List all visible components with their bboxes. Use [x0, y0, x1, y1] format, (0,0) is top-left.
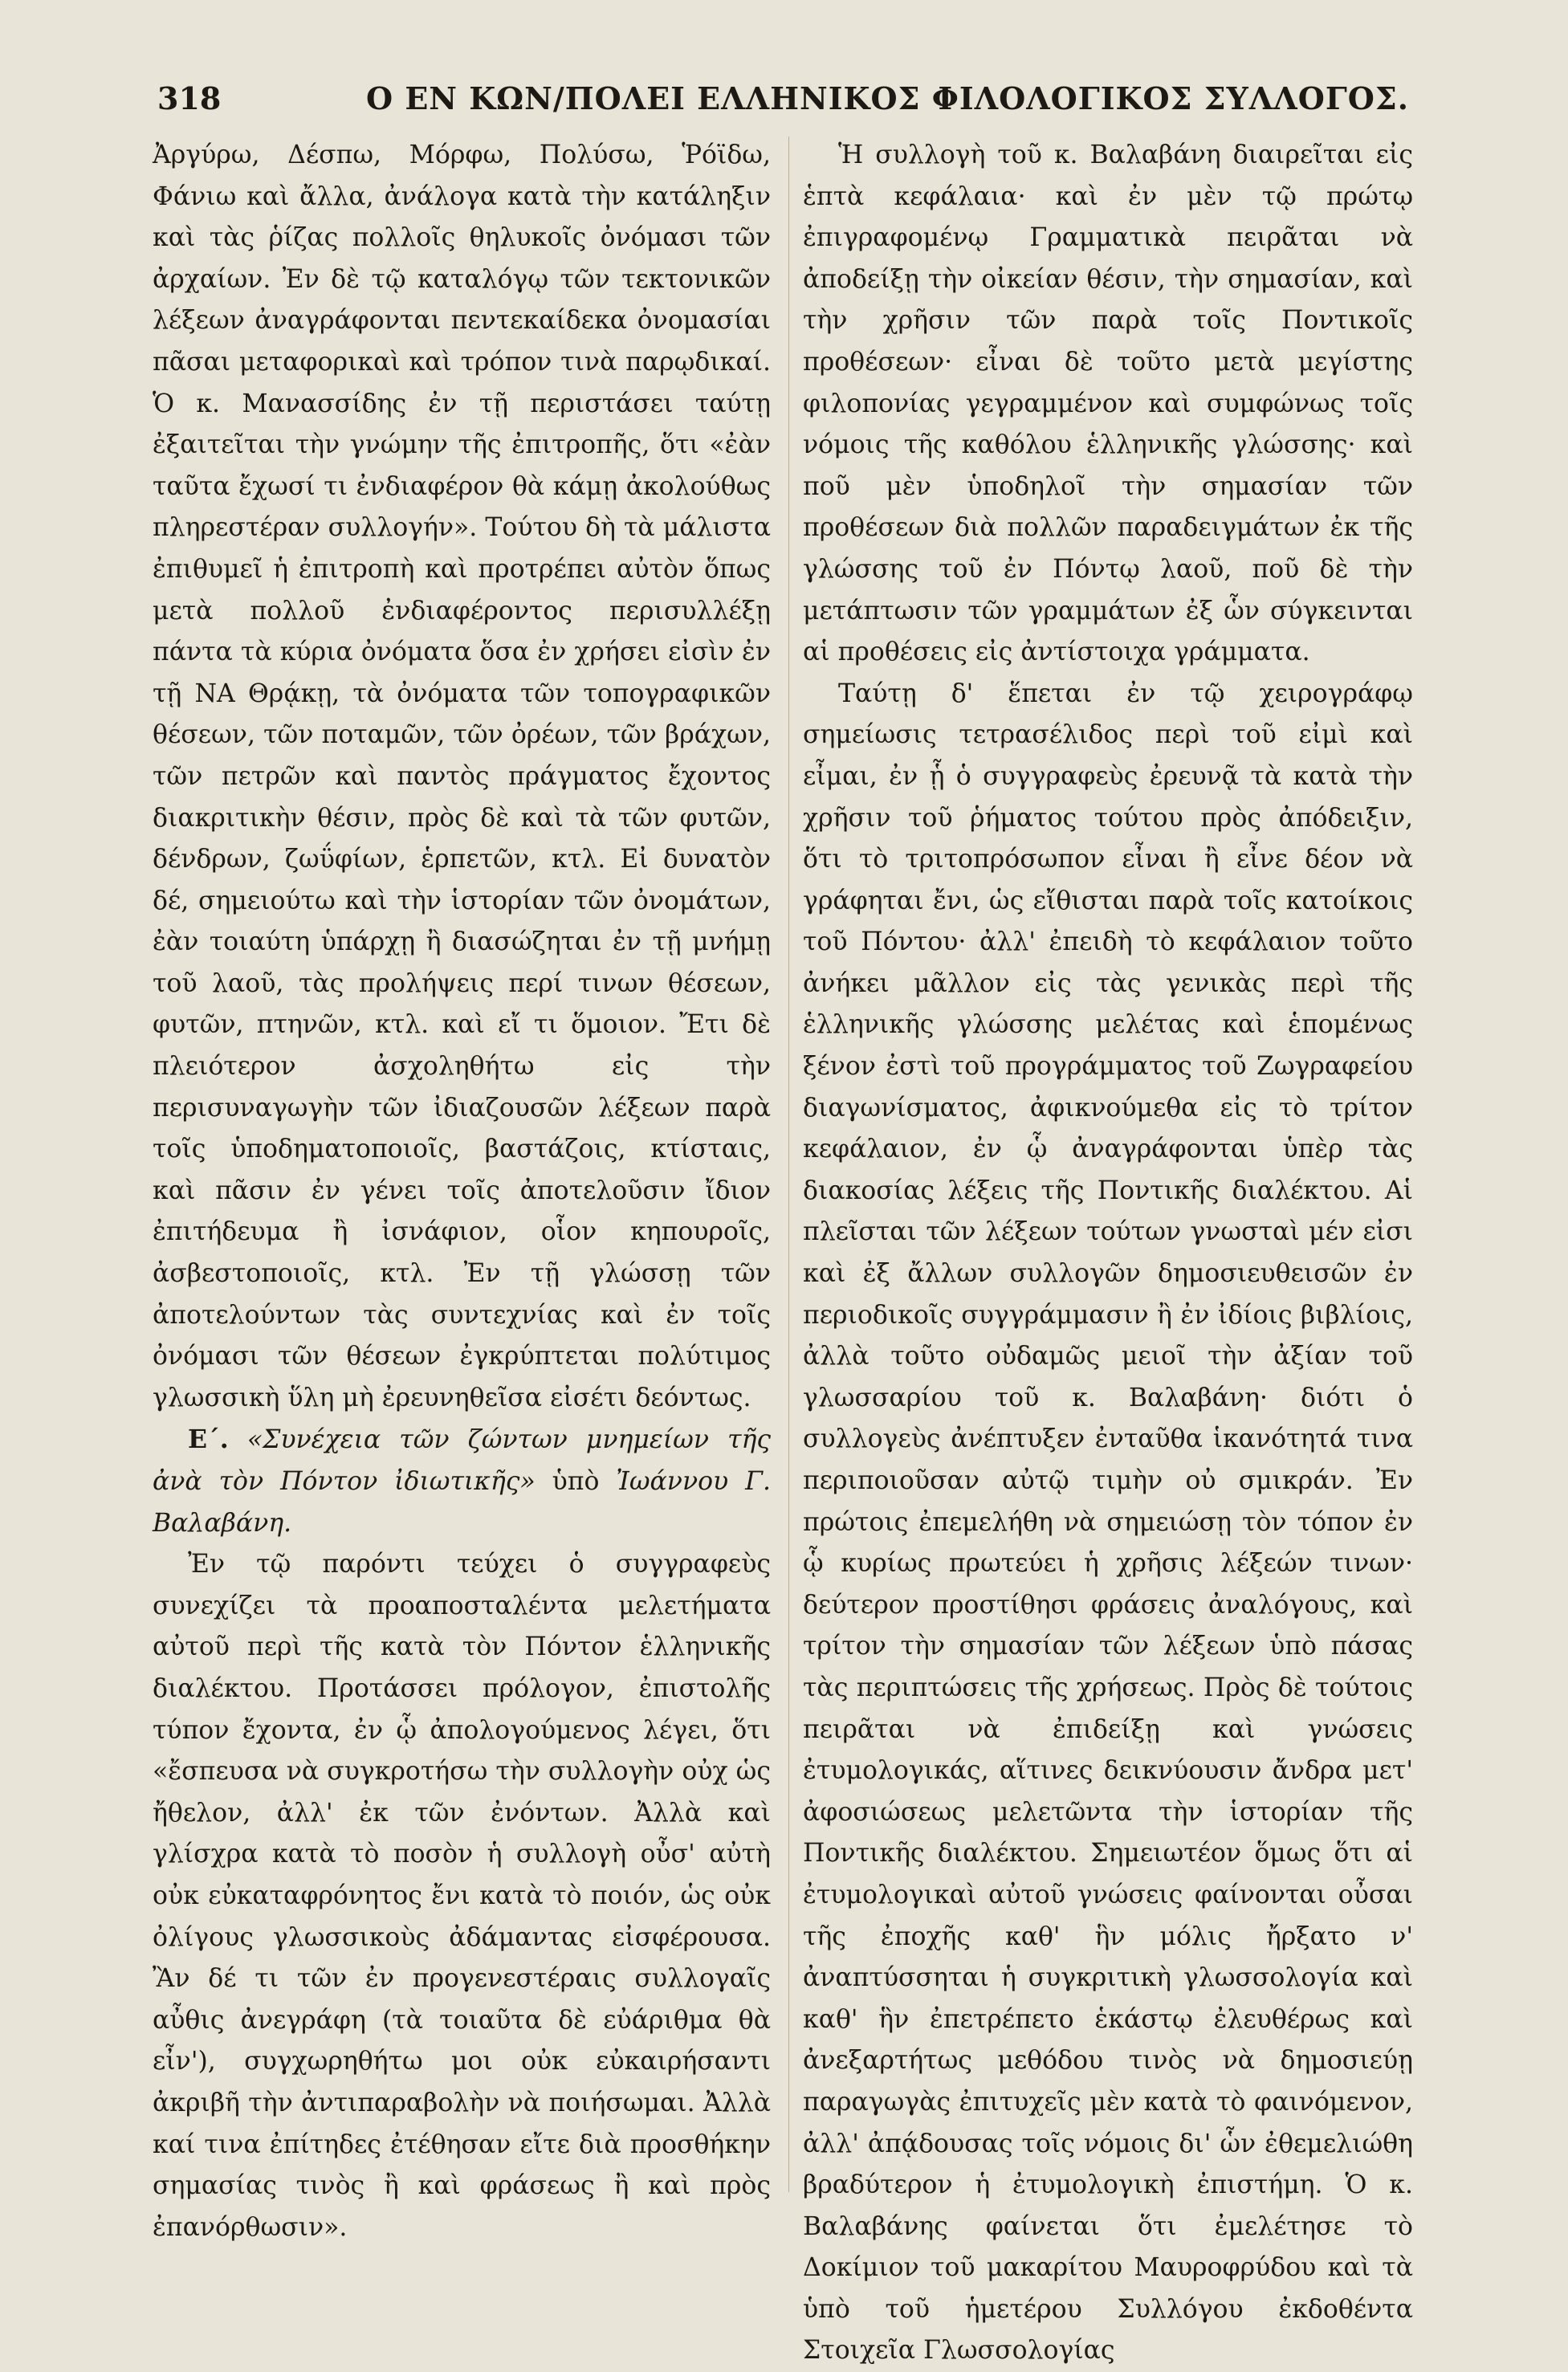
column-divider	[788, 137, 789, 2192]
left-paragraph-2: Ἐν τῷ παρόντι τεύχει ὁ συγγραφεὺς συνεχίζει τὰ προαποσταλέντα μελετήματα αὐτοῦ περὶ τῆς κατὰ τὸν Πόντον ἑλληνικῆς διαλέκτου. Προτάσσει πρόλογον, ἐπιστολῆς τύπον ἔχοντα, ἐν ᾧ ἀπολογούμενος λέγει, ὅτι «ἔσπευσα νὰ συγκροτήσω τὴν συλλογὴν οὐχ ὡς ἤθελον, ἀλλ' ἐκ τῶν ἐνόντων. Ἀλλὰ καὶ γλίσχρα κατὰ τὸ ποσὸν ἡ συλλογὴ οὖσ' αὐτὴ οὐκ εὐκαταφρόνητος ἔνι κατὰ τὸ ποιόν, ὡς οὐκ ὀλίγους γλωσσικοὺς ἀδάμαντας εἰσφέρουσα. Ἂν δέ τι τῶν ἐν προγενεστέραις συλλογαῖς αὖθις ἀνεγράφη (τὰ τοιαῦτα δὲ εὐάριθμα θὰ εἶν'), συγχωρηθήτω μοι οὐκ εὐκαιρήσαντι ἀκριβῆ τὴν ἀντιπαραβολὴν νὰ ποιήσωμαι. Ἀλλὰ καί τινα ἐπίτηδες ἐτέθησαν εἴτε διὰ προσθήκην σημασίας τινὸς ἢ καὶ φράσεως ἢ καὶ πρὸς ἐπανόρθωσιν».	[153, 1550, 771, 2242]
running-title: Ο ΕΝ ΚΩΝ/ΠΟΛΕΙ ΕΛΛΗΝΙΚΟΣ ΦΙΛΟΛΟΓΙΚΟΣ ΣΥΛΛΟΓΟΣ.	[366, 80, 1409, 116]
section-title: «Συνέχεια τῶν ζώντων μνημείων τῆς ἀνὰ τὸν Πόντον ἰδιωτικῆς»	[153, 1425, 772, 1496]
section-heading	[153, 1419, 771, 1544]
page-header	[157, 80, 1410, 128]
section-number: Ε΄.	[188, 1424, 229, 1455]
left-paragraph-1: Ἀργύρω, Δέσπω, Μόρφω, Πολύσω, Ῥόϊδω, Φάνιω καὶ ἄλλα, ἀνάλογα κατὰ τὴν κατάληξιν καὶ τὰς ῥίζας πολλοῖς θηλυκοῖς ὀνόμασι τῶν ἀρχαίων. Ἐν δὲ τῷ καταλόγῳ τῶν τεκτονικῶν λέξεων ἀναγράφονται πεντεκαίδεκα ὀνομασίαι πᾶσαι μεταφορικαὶ καὶ τρόπον τινὰ παρῳδικαί. Ὁ κ. Μανασσίδης ἐν τῇ περιστάσει ταύτῃ ἐξαιτεῖται τὴν γνώμην τῆς ἐπιτροπῆς, ὅτι «ἐὰν ταῦτα ἔχωσί τι ἐνδιαφέρον θὰ κάμῃ ἀκολούθως πληρεστέραν συλλογήν». Τούτου δὴ τὰ μάλιστα ἐπιθυμεῖ ἡ ἐπιτροπὴ καὶ προτρέπει αὐτὸν ὅπως μετὰ πολλοῦ ἐνδιαφέροντος περισυλλέξῃ πάντα τὰ κύρια ὀνόματα ὅσα ἐν χρήσει εἰσὶν ἐν τῇ ΝΑ Θρᾴκῃ, τὰ ὀνόματα τῶν τοπογραφικῶν θέσεων, τῶν ποταμῶν, τῶν ὀρέων, τῶν βράχων, τῶν πετρῶν καὶ παντὸς πράγματος ἔχοντος διακριτικὴν θέσιν, πρὸς δὲ καὶ τὰ τῶν φυτῶν, δένδρων, ζωΰφίων, ἑρπετῶν, κτλ. Εἰ δυνατὸν δέ, σημειούτω καὶ τὴν ἱστορίαν τῶν ὀνομάτων, ἐὰν τοιαύτη ὑπάρχῃ ἢ διασώζηται ἐν τῇ μνήμῃ τοῦ λαοῦ, τὰς προλήψεις περί τινων θέσεων, φυτῶν, πτηνῶν, κτλ. καὶ εἴ τι ὅμοιον. Ἔτι δὲ πλειότερον ἀσχοληθήτω εἰς τὴν περισυναγωγὴν τῶν ἰδιαζουσῶν λέξεων παρὰ τοῖς ὑποδηματοποιοῖς, βαστάζοις, κτίσταις, καὶ πᾶσιν ἐν γένει τοῖς ἀποτελοῦσιν ἴδιον ἐπιτήδευμα ἢ ἰσνάφιον, οἷον κηπουροῖς, ἀσβεστοποιοῖς, κτλ. Ἐν τῇ γλώσσῃ τῶν ἀποτελούντων τὰς συντεχνίας καὶ ἐν τοῖς ὀνόμασι τῶν θέσεων ἐγκρύπτεται πολύτιμος γλωσσικὴ ὕλη μὴ ἐρευνηθεῖσα εἰσέτι δεόντως.	[153, 141, 771, 1412]
section-by: ὑπὸ	[552, 1467, 600, 1496]
right-paragraph-1: Ἡ συλλογὴ τοῦ κ. Βαλαβάνη διαιρεῖται εἰς ἑπτὰ κεφάλαια· καὶ ἐν μὲν τῷ πρώτῳ ἐπιγραφομένῳ Γραμματικὰ πειρᾶται νὰ ἀποδείξῃ τὴν οἰκείαν θέσιν, τὴν σημασίαν, καὶ τὴν χρῆσιν τῶν παρὰ τοῖς Ποντικοῖς προθέσεων· εἶναι δὲ τοῦτο μετὰ μεγίστης φιλοπονίας γεγραμμένον καὶ συμφώνως τοῖς νόμοις τῆς καθόλου ἑλληνικῆς γλώσσης· καὶ ποῦ μὲν ὑποδηλοῖ τὴν σημασίαν τῶν προθέσεων διὰ πολλῶν παραδειγμάτων ἐκ τῆς γλώσσης τοῦ ἐν Πόντῳ λαοῦ, ποῦ δὲ τὴν μετάπτωσιν τῶν γραμμάτων ἐξ ὧν σύγκεινται αἱ προθέσεις εἰς ἀντίστοιχα γράμματα.	[803, 141, 1413, 667]
right-column	[803, 135, 1413, 2372]
right-paragraph-2: Ταύτῃ δ' ἕπεται ἐν τῷ χειρογράφῳ σημείωσις τετρασέλιδος περὶ τοῦ εἰμὶ καὶ εἶμαι, ἐν ᾗ ὁ συγγραφεὺς ἐρευνᾷ τὰ κατὰ τὴν χρῆσιν τοῦ ῥήματος τούτου πρὸς ἀπόδειξιν, ὅτι τὸ τριτοπρόσωπον εἶναι ἢ εἶνε δέον νὰ γράφηται ἔνι, ὡς εἴθισται παρὰ τοῖς κατοίκοις τοῦ Πόντου· ἀλλ' ἐπειδὴ τὸ κεφάλαιον τοῦτο ἀνήκει μᾶλλον εἰς τὰς γενικὰς περὶ τῆς ἑλληνικῆς γλώσσης μελέτας καὶ ἑπομένως ξένον ἐστὶ τοῦ προγράμματος τοῦ Ζωγραφείου διαγωνίσματος, ἀφικνούμεθα εἰς τὸ τρίτον κεφάλαιον, ἐν ᾧ ἀναγράφονται ὑπὲρ τὰς διακοσίας λέξεις τῆς Ποντικῆς διαλέκτου. Αἱ πλεῖσται τῶν λέξεων τούτων γνωσταὶ μέν εἰσι καὶ ἐξ ἄλλων συλλογῶν δημοσιευθεισῶν ἐν περιοδικοῖς συγγράμμασιν ἢ ἐν ἰδίοις βιβλίοις, ἀλλὰ τοῦτο οὐδαμῶς μειοῖ τὴν ἀξίαν τοῦ γλωσσαρίου τοῦ κ. Βαλαβάνη· διότι ὁ συλλογεὺς ἀνέπτυξεν ἐνταῦθα ἱκανότητά τινα περιποιοῦσαν αὐτῷ τιμὴν οὐ σμικράν. Ἐν πρώτοις ἐπεμελήθη νὰ σημειώσῃ τὸν τόπον ἐν ᾧ κυρίως πρωτεύει ἡ χρῆσις λέξεών τινων· δεύτερον προστίθησι φράσεις ἀναλόγους, καὶ τρίτον τὴν σημασίαν τῶν λέξεων ὑπὸ πάσας τὰς περιπτώσεις τῆς χρήσεως. Πρὸς δὲ τούτοις πειρᾶται νὰ ἐπιδείξῃ καὶ γνώσεις ἐτυμολογικάς, αἵτινες δεικνύουσιν ἄνδρα μετ' ἀφοσιώσεως μελετῶντα τὴν ἱστορίαν τῆς Ποντικῆς διαλέκτου. Σημειωτέον ὅμως ὅτι αἱ ἐτυμολογικαὶ αὐτοῦ γνώσεις φαίνονται οὖσαι τῆς ἐποχῆς καθ' ἣν μόλις ἤρξατο ν' ἀναπτύσσηται ἡ συγκριτικὴ γλωσσολογία καὶ καθ' ἣν ἐπετρέπετο ἑκάστῳ ἐλευθέρως καὶ ἀνεξαρτήτως μεθόδου τινὸς νὰ δημοσιεύῃ παραγωγὰς ἐπιτυχεῖς μὲν κατὰ τὸ φαινόμενον, ἀλλ' ἀπᾴδουσας τοῖς νόμοις δι' ὧν ἐθεμελιώθη βραδύτερον ἡ ἐτυμολογικὴ ἐπιστήμη. Ὁ κ. Βαλαβάνης φαίνεται ὅτι ἐμελέτησε τὸ Δοκίμιον τοῦ μακαρίτου Μαυροφρύδου καὶ τὰ ὑπὸ τοῦ ἡμετέρου Συλλόγου ἐκδοθέντα Στοιχεῖα Γλωσσολογίας	[803, 679, 1413, 2366]
left-column	[153, 135, 771, 2248]
page-number: 318	[157, 80, 222, 116]
section-author: Ἰωάννου Γ. Βαλαβάνη.	[153, 1467, 772, 1538]
